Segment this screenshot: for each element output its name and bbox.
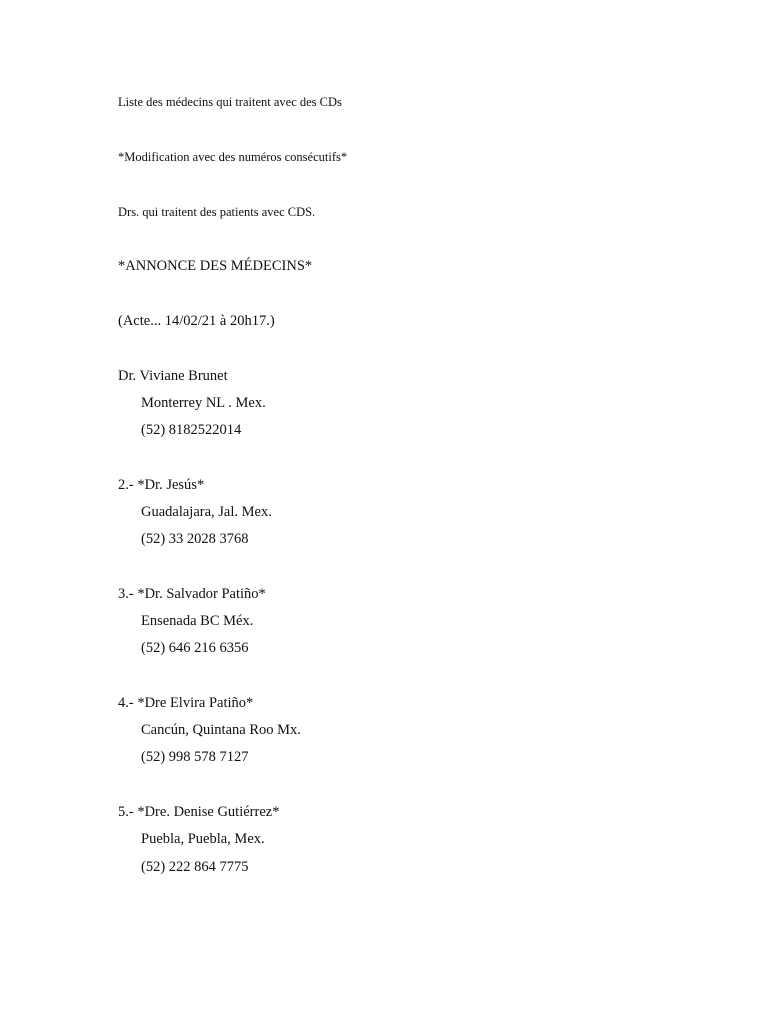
doctor-4-phone: (52) 998 578 7127 xyxy=(141,749,249,765)
doctor-5-location: Puebla, Puebla, Mex. xyxy=(141,831,265,847)
doctor-1-location: Monterrey NL . Mex. xyxy=(141,395,266,411)
doctor-3-phone: (52) 646 216 6356 xyxy=(141,640,249,656)
doctor-5-phone: (52) 222 864 7775 xyxy=(141,859,249,875)
doctor-2-phone: (52) 33 2028 3768 xyxy=(141,531,249,547)
doctor-3-name: 3.- *Dr. Salvador Patiño* xyxy=(118,586,266,602)
subtitle: Drs. qui traitent des patients avec CDS. xyxy=(118,205,316,219)
doctor-4-name: 4.- *Dre Elvira Patiño* xyxy=(118,695,254,711)
doctor-1-phone: (52) 8182522014 xyxy=(141,422,242,438)
doctor-2-location: Guadalajara, Jal. Mex. xyxy=(141,504,272,520)
modification-note: *Modification avec des numéros consécutifs* xyxy=(118,150,348,164)
doctor-5-name: 5.- *Dre. Denise Gutiérrez* xyxy=(118,804,280,820)
doctor-1-name: Dr. Viviane Brunet xyxy=(118,368,228,384)
doctor-4-location: Cancún, Quintana Roo Mx. xyxy=(141,722,301,738)
doctor-2-name: 2.- *Dr. Jesús* xyxy=(118,477,205,493)
doctor-3-location: Ensenada BC Méx. xyxy=(141,613,254,629)
announcement-heading: *ANNONCE DES MÉDECINS* xyxy=(118,258,313,274)
act-note: (Acte... 14/02/21 à 20h17.) xyxy=(118,313,275,329)
intro-title: Liste des médecins qui traitent avec des CDs xyxy=(118,95,342,109)
